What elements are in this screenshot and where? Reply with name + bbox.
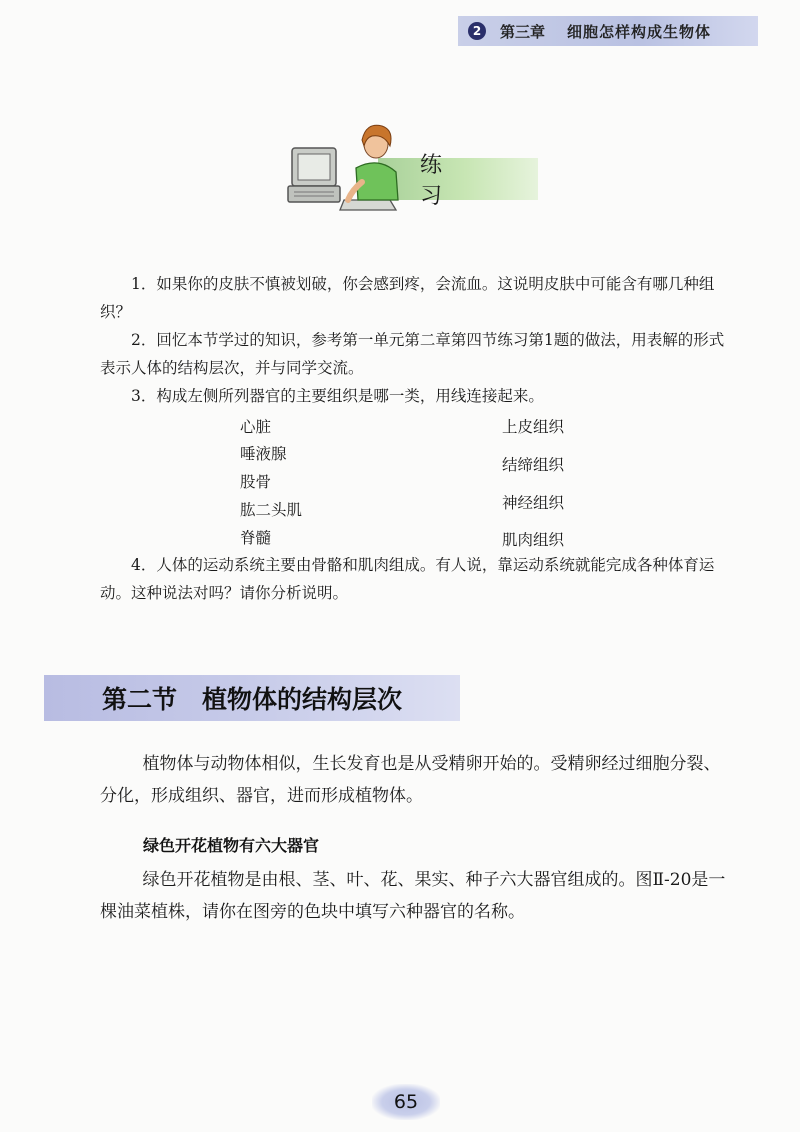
student-computer-illustration bbox=[286, 116, 412, 216]
exercise-title: 练 习 bbox=[420, 153, 471, 209]
section-paragraph: 绿色开花植物是由根、茎、叶、花、果实、种子六大器官组成的。图Ⅱ-20是一棵油菜植株，请你在图旁的色块中填写六种器官的名称。 bbox=[100, 870, 726, 922]
tissue-item: 神经组织 bbox=[502, 494, 565, 512]
chapter-header bbox=[458, 16, 758, 46]
exercise-items bbox=[100, 270, 732, 410]
organ-item: 股骨 bbox=[240, 473, 272, 491]
section-intro: 植物体与动物体相似，生长发育也是从受精卵开始的。受精卵经过细胞分裂、分化，形成组织、器官，进而形成植物体。 bbox=[100, 754, 721, 806]
page-number: 65 bbox=[393, 1091, 419, 1113]
tissue-item: 结缔组织 bbox=[502, 456, 565, 474]
exercise-item-4: 4．人体的运动系统主要由骨骼和肌肉组成。有人说，靠运动系统就能完成各种体育运动。这种说法对吗？请你分析说明。 bbox=[100, 556, 715, 602]
section-intro-block bbox=[100, 748, 736, 812]
organ-item: 肱二头肌 bbox=[240, 501, 303, 519]
section-title: 第二节 植物体的结构层次 bbox=[102, 685, 403, 714]
section-header bbox=[44, 675, 460, 721]
exercise-item-2: 2．回忆本节学过的知识，参考第一单元第二章第四节练习第1题的做法，用表解的形式表示人体的结构层次，并与同学交流。 bbox=[100, 331, 725, 377]
exercise-item-4-block bbox=[100, 551, 732, 607]
subheading: 绿色开花植物有六大器官 bbox=[143, 836, 320, 855]
tissue-item: 上皮组织 bbox=[502, 418, 565, 436]
chapter-label: 第三章 bbox=[500, 22, 546, 41]
organ-item: 脊髓 bbox=[240, 529, 272, 547]
page-number-badge bbox=[372, 1084, 440, 1120]
chapter-title: 细胞怎样构成生物体 bbox=[567, 22, 712, 41]
section-paragraph-block bbox=[100, 864, 736, 928]
chapter-number-badge: 2 bbox=[468, 22, 486, 40]
exercise-item-3: 3．构成左侧所列器官的主要组织是哪一类，用线连接起来。 bbox=[131, 387, 544, 405]
organ-item: 心脏 bbox=[240, 418, 272, 436]
organ-item: 唾液腺 bbox=[240, 445, 287, 463]
exercise-item-1: 1．如果你的皮肤不慎被划破，你会感到疼，会流血。这说明皮肤中可能含有哪几种组织？ bbox=[100, 275, 715, 321]
tissue-item: 肌肉组织 bbox=[502, 531, 565, 549]
